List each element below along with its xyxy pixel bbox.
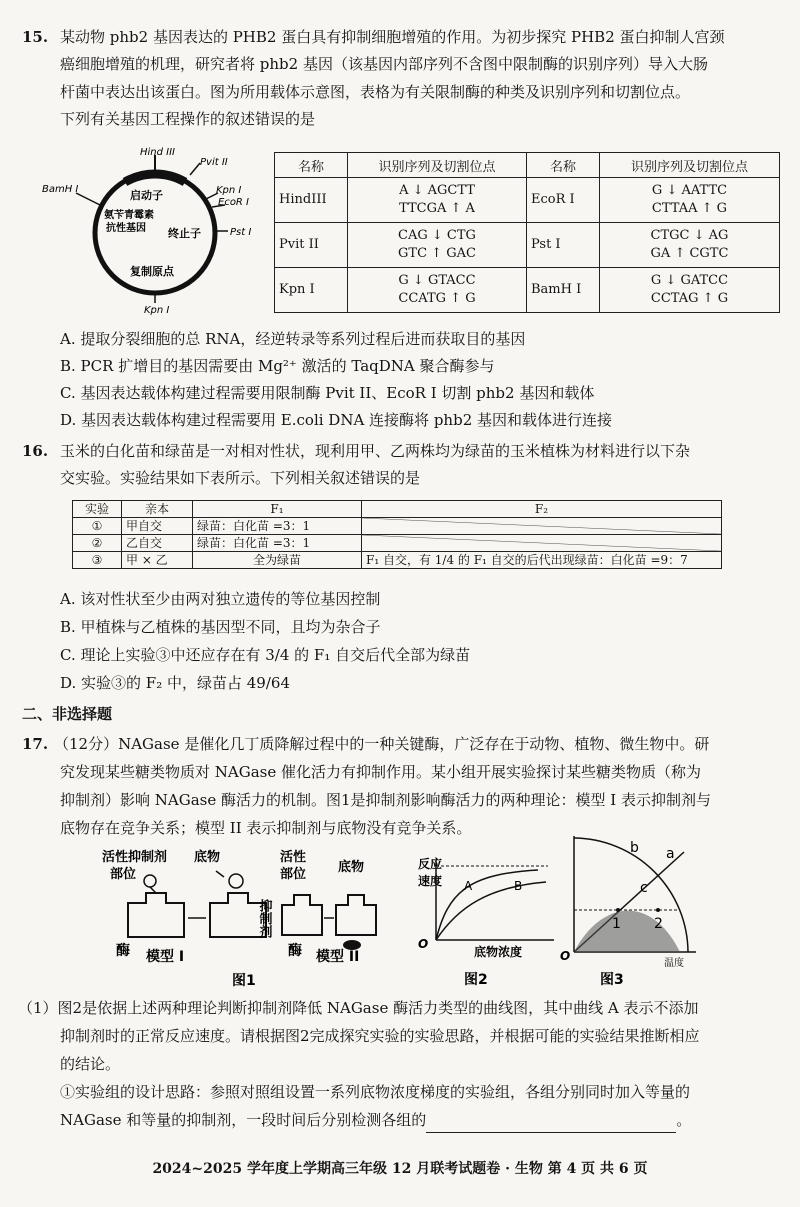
enzyme-name: Kpn I [275, 268, 348, 313]
fig2-xlabel: 底物浓度 [474, 945, 523, 959]
q17-line-2: 究发现某些糖类物质对 NAGase 催化活力有抑制作用。某小组开展实验探讨某些糖类物质（称为 [60, 763, 701, 781]
q15-number: 15. [22, 28, 49, 46]
cell-f1: 全为绿苗 [193, 552, 362, 569]
fig3-point-2: 2 [654, 916, 663, 932]
fig3-xlabel: 温度 [664, 958, 684, 969]
fig1-enzyme2-label: 酶 [288, 943, 302, 959]
enzyme-seq: CAG ↓ CTG GTC ↑ GAC [348, 223, 527, 268]
q17-design-end: 。 [676, 1111, 692, 1129]
cell-parent: 甲自交 [122, 518, 193, 535]
restriction-enzyme-table [274, 152, 780, 313]
enzyme-shape-1 [128, 893, 184, 937]
kpn1-top-label: Kpn I [216, 185, 242, 196]
enzyme-seq: G ↓ GTACC CCATG ↑ G [348, 268, 527, 313]
q17-sub1-line-1: （1）图2是依据上述两种理论判断抑制剂降低 NAGase 酶活力类型的曲线图，其中曲线 A 表示不添加 [18, 999, 699, 1017]
ecor1-label: EcoR I [218, 197, 250, 208]
fig2-curve-a-label: A [464, 879, 473, 893]
table-row [275, 268, 780, 313]
q17-sub1-line-2: 抑制剂时的正常反应速度。请根据图2完成探究实验的实验思路，并根据可能的实验结果推断相应 [60, 1027, 700, 1045]
pvit2-label: Pvit II [200, 157, 228, 168]
pst1-label: Pst I [230, 227, 252, 238]
curve-b [436, 882, 546, 940]
q17-design-text: NAGase 和等量的抑制剂，一段时间后分别检测各组的 [60, 1111, 427, 1129]
figure-2 [418, 852, 558, 987]
fig3-label-a: a [666, 846, 675, 862]
q16-option-d[interactable]: D. 实验③的 F₂ 中，绿苗占 49/64 [60, 674, 290, 692]
enzyme-seq: G ↓ GATCC CCTAG ↑ G [600, 268, 780, 313]
cell-f1: 绿苗：白化苗 =3：1 [193, 518, 362, 535]
shaded-area [574, 911, 680, 952]
cell-parent: 甲 × 乙 [122, 552, 193, 569]
amp-label-2: 抗性基因 [106, 223, 146, 234]
plasmid-diagram [40, 145, 270, 315]
table-row [73, 552, 722, 569]
enzyme-seq: G ↓ AATTC CTTAA ↑ G [600, 178, 780, 223]
figure-3 [560, 832, 710, 992]
q17-number: 17. [22, 735, 49, 753]
table-row [275, 223, 780, 268]
q17-line-1: （12分）NAGase 是催化几丁质降解过程中的一种关键酶，广泛存在于动物、植物、微生物中。研 [54, 735, 710, 753]
page-footer: 2024~2025 学年度上学期高三年级 12 月联考试题卷 · 生物 第 4 页 共 6 页 [152, 1161, 648, 1177]
fig1-site-label: 部位 [110, 867, 137, 882]
q17-design-line-1: ①实验组的设计思路：参照对照组设置一系列底物浓度梯度的实验组，各组分别同时加入等量的 [60, 1083, 691, 1101]
q17-design-line-2 [60, 1107, 691, 1133]
fig2-caption: 图2 [464, 972, 488, 987]
ori-label: 复制原点 [130, 265, 174, 278]
fig1-model1-label: 模型 I [146, 949, 185, 965]
th-experiment: 实验 [73, 501, 122, 518]
enzyme-seq: A ↓ AGCTT TTCGA ↑ A [348, 178, 527, 223]
fig3-label-c: c [640, 880, 648, 896]
fig1-substrate2-label: 底物 [338, 860, 365, 875]
q16-option-b[interactable]: B. 甲植株与乙植株的基因型不同，且均为杂合子 [60, 618, 381, 636]
cell-parent: 乙自交 [122, 535, 193, 552]
section-title: 二、非选择题 [22, 705, 113, 723]
q17-sub1-line-3: 的结论。 [60, 1055, 121, 1073]
table-row [73, 535, 722, 552]
fig2-curve-b-label: B [514, 879, 523, 893]
fig1-site2-label: 部位 [280, 867, 307, 882]
q15-option-d[interactable]: D. 基因表达载体构建过程需要用 E.coli DNA 连接酶将 phb2 基因和载体进行连接 [60, 411, 613, 429]
hind3-label: Hind III [140, 147, 176, 158]
q15-line-2: 癌细胞增殖的机理，研究者将 phb2 基因（该基因内部序列不含图中限制酶的识别序列）导入大肠 [60, 55, 708, 73]
fig1-active2-label: 活性 [280, 850, 307, 865]
fig1-caption: 图1 [232, 973, 256, 988]
q15-line-1: 某动物 phb2 基因表达的 PHB2 蛋白具有抑制细胞增殖的作用。为初步探究 PHB2 蛋白抑制人宫颈 [60, 28, 725, 46]
curve-a [436, 870, 538, 940]
q15-option-b[interactable]: B. PCR 扩增目的基因需要由 Mg²⁺ 激活的 TaqDNA 聚合酶参与 [60, 357, 495, 375]
answer-blank[interactable] [426, 1116, 676, 1133]
fig2-ylabel-2: 速度 [418, 874, 443, 888]
q16-line-2: 交实验。实验结果如下表所示。下列相关叙述错误的是 [60, 469, 421, 487]
q16-line-1: 玉米的白化苗和绿苗是一对相对性状，现利用甲、乙两株均为绿苗的玉米植株为材料进行以下杂 [60, 442, 691, 460]
amp-label-1: 氨苄青霉素 [104, 210, 154, 221]
fig1-inhibitor-label: 抑制剂 [256, 899, 272, 938]
fig2-origin: O [418, 937, 429, 951]
fig2-ylabel-1: 反应 [418, 857, 443, 871]
fig1-model2-label: 模型 II [316, 949, 360, 965]
fig3-label-b: b [630, 840, 639, 856]
enzyme-name: EcoR I [527, 178, 600, 223]
th-parent: 亲本 [122, 501, 193, 518]
cell-exp: ② [73, 535, 122, 552]
q16-option-a[interactable]: A. 该对性状至少由两对独立遗传的等位基因控制 [60, 590, 381, 608]
cell-exp: ① [73, 518, 122, 535]
q16-option-c[interactable]: C. 理论上实验③中还应存在有 3/4 的 F₁ 自交后代全部为绿苗 [60, 646, 471, 664]
th-seq-2: 识别序列及切割位点 [600, 153, 780, 178]
th-seq-1: 识别序列及切割位点 [348, 153, 527, 178]
q15-line-3: 杆菌中表达出该蛋白。图为所用载体示意图，表格为有关限制酶的种类及识别序列和切割位点。 [60, 83, 691, 101]
terminator-label: 终止子 [168, 227, 201, 240]
enzyme-seq: CTGC ↓ AG GA ↑ CGTC [600, 223, 780, 268]
fig1-active-site-label: 活性抑制剂 [102, 850, 168, 865]
fig1-substrate-label: 底物 [194, 850, 221, 865]
enzyme-name: Pvit II [275, 223, 348, 268]
cell-f2-empty [362, 518, 722, 535]
cross-experiment-table [72, 500, 722, 569]
th-f1: F₁ [193, 501, 362, 518]
th-f2: F₂ [362, 501, 722, 518]
figure-1 [98, 843, 398, 988]
q15-option-a[interactable]: A. 提取分裂细胞的总 RNA，经逆转录等系列过程后进而获取目的基因 [60, 330, 526, 348]
q15-option-c[interactable]: C. 基因表达载体构建过程需要用限制酶 Pvit II、EcoR I 切割 phb2 基因和载体 [60, 384, 595, 402]
kpn1-bottom-label: Kpn I [144, 305, 170, 315]
bamh1-label: BamH I [42, 184, 79, 195]
enzyme-name: BamH I [527, 268, 600, 313]
enzyme-name: Pst I [527, 223, 600, 268]
fig3-origin: O [560, 949, 571, 963]
fig3-point-1: 1 [612, 916, 621, 932]
fig3-caption: 图3 [600, 972, 624, 988]
table-row [73, 518, 722, 535]
th-name-1: 名称 [275, 153, 348, 178]
cell-f2: F₁ 自交，有 1/4 的 F₁ 自交的后代出现绿苗：白化苗 =9：7 [362, 552, 722, 569]
fig1-enzyme-label: 酶 [116, 943, 130, 959]
q15-line-4: 下列有关基因工程操作的叙述错误的是 [60, 110, 316, 128]
enzyme-name: HindIII [275, 178, 348, 223]
promoter-label: 启动子 [130, 189, 163, 202]
table-row [275, 178, 780, 223]
th-name-2: 名称 [527, 153, 600, 178]
cell-f1: 绿苗：白化苗 =3：1 [193, 535, 362, 552]
q17-line-4: 底物存在竞争关系；模型 II 表示抑制剂与底物没有竞争关系。 [60, 819, 472, 837]
q16-number: 16. [22, 442, 49, 460]
cell-f2-empty [362, 535, 722, 552]
cell-exp: ③ [73, 552, 122, 569]
q17-line-3: 抑制剂）影响 NAGase 酶活力的机制。图1是抑制剂影响酶活力的两种理论：模型 I 表示抑制剂与 [60, 791, 712, 809]
